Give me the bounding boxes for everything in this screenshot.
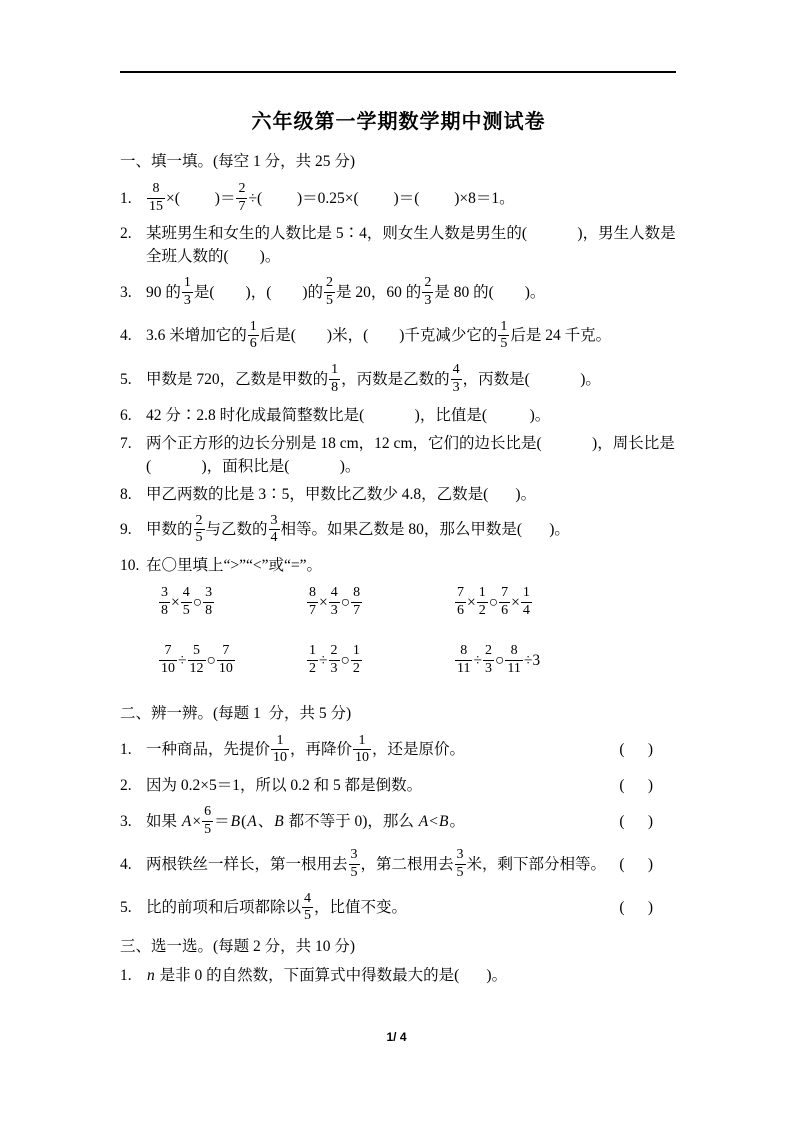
item-number: 8. bbox=[120, 485, 132, 503]
fraction-denominator: 7 bbox=[238, 198, 246, 214]
text-run: ÷( )＝0.25×( )＝( )×8＝1。 bbox=[248, 189, 515, 207]
fraction bbox=[248, 320, 259, 352]
fraction-denominator: 10 bbox=[273, 750, 288, 766]
text-run: 甲乙两数的比是 3∶5，甲数比乙数少 4.8，乙数是( )。 bbox=[146, 485, 537, 503]
fraction bbox=[302, 892, 313, 924]
question-item bbox=[120, 964, 677, 987]
text-run: 是 80 的( )。 bbox=[434, 284, 546, 302]
fraction-numerator: 4 bbox=[304, 890, 312, 906]
text-run: 42 分∶2.8 时化成最简整数比是( )，比值是( )。 bbox=[146, 406, 551, 424]
fraction-numerator: 1 bbox=[352, 643, 360, 659]
fraction bbox=[329, 644, 340, 676]
text-run: ，丙数是( )。 bbox=[462, 370, 601, 388]
fraction-denominator: 10 bbox=[355, 750, 370, 766]
text-run: 比的前项和后项都除以 bbox=[146, 899, 302, 917]
question-item bbox=[120, 273, 677, 311]
fraction-denominator: 5 bbox=[500, 336, 508, 352]
text-run: ÷ bbox=[319, 651, 328, 669]
text-run: 3.6 米增加它的 bbox=[146, 327, 247, 345]
fraction-denominator: 3 bbox=[183, 293, 191, 309]
answer-blank: ( ) bbox=[619, 856, 653, 874]
fraction-numerator: 1 bbox=[500, 318, 508, 334]
fraction-denominator: 5 bbox=[304, 908, 312, 924]
text-run: ○ bbox=[340, 651, 350, 669]
fraction bbox=[351, 644, 362, 676]
item-number: 2. bbox=[120, 225, 132, 243]
text-run: 、 bbox=[257, 812, 274, 830]
fraction bbox=[477, 586, 488, 618]
item-text bbox=[146, 774, 422, 797]
text-run: 一种商品，先提价 bbox=[146, 741, 271, 759]
comparison-expression bbox=[306, 583, 454, 621]
item-text bbox=[146, 802, 465, 840]
text-run: 相等。如果乙数是 80，那么甲数是( )。 bbox=[280, 521, 570, 539]
fraction-numerator: 7 bbox=[501, 584, 509, 600]
fraction-numerator: 2 bbox=[195, 512, 203, 528]
fraction bbox=[483, 644, 494, 676]
fraction bbox=[351, 586, 362, 618]
fraction bbox=[329, 586, 340, 618]
fraction-numerator: 1 bbox=[522, 584, 530, 600]
item-text bbox=[146, 731, 465, 769]
fraction bbox=[505, 644, 522, 676]
item-number: 3. bbox=[120, 284, 132, 302]
fraction-numerator: 7 bbox=[222, 643, 230, 659]
item-text bbox=[146, 483, 536, 506]
fraction-denominator: 6 bbox=[501, 602, 509, 618]
text-run: 是非 0 的自然数，下面算式中得数最大的是( )。 bbox=[155, 967, 508, 985]
fraction-numerator: 8 bbox=[353, 584, 361, 600]
text-run: 后是 24 千克。 bbox=[510, 327, 612, 345]
item-number: 3. bbox=[120, 812, 132, 830]
math-variable: A bbox=[247, 812, 257, 830]
text-run: 90 的 bbox=[146, 284, 181, 302]
header-rule bbox=[120, 71, 676, 73]
fraction-numerator: 1 bbox=[331, 362, 339, 378]
text-run: 是( )，( )的 bbox=[193, 284, 324, 302]
fraction bbox=[182, 276, 193, 308]
item-text bbox=[146, 845, 606, 883]
fraction-numerator: 5 bbox=[193, 643, 201, 659]
question-item bbox=[120, 179, 677, 217]
item-text bbox=[146, 511, 570, 549]
question-item bbox=[120, 483, 677, 506]
item-number: 4. bbox=[120, 327, 132, 345]
fraction-denominator: 11 bbox=[457, 660, 471, 676]
item-text bbox=[146, 360, 601, 398]
math-variable: B bbox=[230, 812, 241, 830]
fraction-numerator: 1 bbox=[478, 584, 486, 600]
fraction-denominator: 10 bbox=[218, 660, 233, 676]
math-variable: B bbox=[274, 812, 284, 830]
item-text bbox=[146, 432, 677, 478]
fraction-denominator: 3 bbox=[330, 660, 338, 676]
item-text bbox=[146, 404, 550, 427]
comparison-expression bbox=[306, 641, 454, 679]
question-item bbox=[120, 889, 677, 927]
item-number: 5. bbox=[120, 899, 132, 917]
fraction-numerator: 8 bbox=[510, 643, 518, 659]
fraction bbox=[236, 182, 247, 214]
item-number: 6. bbox=[120, 406, 132, 424]
paper-content bbox=[120, 84, 677, 992]
fraction-numerator: 4 bbox=[452, 362, 460, 378]
fraction bbox=[353, 734, 371, 766]
section-2 bbox=[120, 700, 677, 928]
fraction-denominator: 8 bbox=[161, 602, 168, 618]
item-number: 5. bbox=[120, 370, 132, 388]
comparison-expression bbox=[158, 583, 306, 621]
fraction-denominator: 8 bbox=[331, 379, 339, 395]
fraction bbox=[147, 182, 165, 214]
fraction-denominator: 12 bbox=[189, 660, 204, 676]
fraction bbox=[349, 848, 360, 880]
text-run: ÷ bbox=[473, 651, 482, 669]
item-number: 9. bbox=[120, 521, 132, 539]
text-run: 都不等于 0)，那么 bbox=[284, 812, 418, 830]
text-run: × bbox=[171, 593, 180, 611]
question-item bbox=[120, 317, 677, 355]
section-heading: 三、选一选。(每题 2 分，共 10 分) bbox=[120, 938, 356, 956]
text-run: ＝ bbox=[214, 812, 230, 830]
text-run: 米，剩下部分相等。 bbox=[466, 856, 607, 874]
text-run: 甲数的 bbox=[146, 521, 193, 539]
fraction-denominator: 5 bbox=[195, 530, 203, 546]
question-item bbox=[120, 802, 677, 840]
fraction bbox=[455, 644, 472, 676]
fraction-numerator: 8 bbox=[309, 584, 316, 600]
fraction bbox=[455, 586, 466, 618]
question-item bbox=[120, 511, 677, 549]
text-run: × bbox=[319, 593, 328, 611]
text-run: 在〇里填上“>”“<”或“=”。 bbox=[146, 556, 323, 574]
section-3 bbox=[120, 933, 677, 987]
question-item bbox=[120, 731, 677, 769]
fraction bbox=[521, 586, 532, 618]
fraction bbox=[499, 586, 510, 618]
text-run: ×( )＝ bbox=[166, 189, 236, 207]
sections-container bbox=[120, 148, 677, 987]
page-number: 1/ 4 bbox=[386, 1030, 407, 1044]
question-item bbox=[120, 845, 677, 883]
fraction bbox=[422, 276, 433, 308]
item-text bbox=[146, 317, 611, 355]
section-1 bbox=[120, 148, 677, 680]
section-heading: 一、填一填。(每空 1 分，共 25 分) bbox=[120, 153, 356, 170]
item-number: 1. bbox=[120, 741, 132, 759]
item-text bbox=[146, 554, 322, 577]
text-run: ，丙数是乙数的 bbox=[341, 370, 450, 388]
fraction bbox=[324, 276, 335, 308]
fraction-numerator: 1 bbox=[249, 318, 257, 334]
item-number: 2. bbox=[120, 777, 132, 794]
math-variable: A bbox=[181, 812, 192, 830]
fraction-numerator: 1 bbox=[276, 732, 284, 748]
text-run: ÷3 bbox=[523, 651, 541, 669]
text-run: ○ bbox=[192, 593, 203, 611]
text-run: 。 bbox=[449, 812, 465, 830]
item-text bbox=[146, 273, 545, 311]
fraction-denominator: 8 bbox=[205, 602, 213, 618]
fraction-denominator: 6 bbox=[249, 336, 257, 352]
item-text bbox=[146, 964, 507, 987]
answer-blank: ( ) bbox=[619, 741, 653, 759]
math-variable: A bbox=[418, 812, 429, 830]
text-run: 甲数是 720，乙数是甲数的 bbox=[146, 370, 329, 388]
fraction-numerator: 8 bbox=[460, 643, 468, 659]
text-run: ○ bbox=[206, 651, 216, 669]
text-run: ，比值不变。 bbox=[314, 899, 408, 917]
text-run: 某班男生和女生的人数比是 5∶4，则女生人数是男生的( )，男生人数是全班人数的( )。 bbox=[146, 225, 676, 266]
question-item bbox=[120, 222, 677, 268]
fraction-numerator: 1 bbox=[358, 732, 366, 748]
fraction-denominator: 2 bbox=[352, 660, 360, 676]
fraction-numerator: 6 bbox=[204, 804, 212, 819]
fraction-numerator: 3 bbox=[270, 512, 278, 528]
fraction-denominator: 11 bbox=[507, 660, 521, 676]
math-variable: B bbox=[438, 812, 449, 830]
text-run: 与乙数的 bbox=[205, 521, 268, 539]
item-number: 1. bbox=[120, 189, 132, 207]
fraction-denominator: 4 bbox=[522, 602, 530, 618]
text-run: 是 20，60 的 bbox=[336, 284, 422, 302]
text-run: ○ bbox=[340, 593, 351, 611]
text-run: ，还是原价。 bbox=[372, 741, 466, 759]
fraction bbox=[329, 363, 340, 395]
question-item bbox=[120, 360, 677, 398]
section-heading: 二、辨一辨。(每题 1 分，共 5 分) bbox=[120, 704, 352, 722]
fraction-numerator: 8 bbox=[152, 181, 160, 196]
fraction-denominator: 7 bbox=[309, 602, 316, 618]
fraction bbox=[498, 320, 509, 352]
question-item bbox=[120, 432, 677, 478]
fraction-numerator: 1 bbox=[309, 643, 316, 659]
fraction-numerator: 2 bbox=[326, 275, 334, 291]
text-run: × bbox=[467, 593, 476, 611]
fraction bbox=[451, 363, 462, 395]
fraction-numerator: 4 bbox=[330, 584, 338, 600]
text-run: 两根铁丝一样长，第一根用去 bbox=[146, 856, 348, 874]
text-run: ，再降价 bbox=[290, 741, 353, 759]
fraction bbox=[188, 644, 206, 676]
fraction-denominator: 2 bbox=[309, 660, 316, 676]
fraction-denominator: 6 bbox=[457, 602, 464, 618]
fraction-numerator: 2 bbox=[485, 643, 492, 659]
fraction-numerator: 3 bbox=[161, 584, 168, 600]
fraction-numerator: 7 bbox=[164, 643, 172, 659]
comparison-expression bbox=[158, 641, 306, 679]
fraction-denominator: 3 bbox=[330, 602, 338, 618]
fraction-denominator: 5 bbox=[204, 821, 212, 837]
item-number: 7. bbox=[120, 434, 132, 452]
text-run: 因为 0.2×5＝1，所以 0.2 和 5 都是倒数。 bbox=[146, 777, 423, 794]
fraction bbox=[269, 514, 280, 546]
fraction bbox=[159, 644, 177, 676]
fraction-numerator: 1 bbox=[183, 275, 191, 291]
text-run: ÷ bbox=[178, 651, 187, 669]
fraction-denominator: 5 bbox=[326, 293, 334, 309]
item-number: 4. bbox=[120, 856, 132, 874]
fraction-numerator: 3 bbox=[456, 847, 464, 863]
page-title: 六年级第一学期数学期中测试卷 bbox=[251, 111, 546, 133]
text-run: 后是( )米，( )千克减少它的 bbox=[259, 327, 498, 345]
text-run: × bbox=[192, 812, 202, 830]
comparison-expression bbox=[454, 641, 540, 679]
fraction-numerator: 2 bbox=[424, 275, 432, 291]
fraction-denominator: 7 bbox=[353, 602, 361, 618]
item-text bbox=[146, 179, 515, 217]
fraction-denominator: 3 bbox=[452, 379, 460, 395]
fraction bbox=[194, 514, 205, 546]
question-item bbox=[120, 404, 677, 427]
text-run: 两个正方形的边长分别是 18 cm，12 cm，它们的边长比是( )，周长比是( )，面积比是( )。 bbox=[146, 434, 675, 475]
question-item bbox=[120, 774, 677, 797]
fraction bbox=[307, 586, 318, 618]
comparison-row bbox=[158, 641, 677, 679]
fraction-numerator: 4 bbox=[182, 584, 190, 600]
fraction bbox=[159, 586, 170, 618]
fraction-denominator: 15 bbox=[149, 198, 163, 214]
text-run: ○ bbox=[495, 651, 505, 669]
answer-blank: ( ) bbox=[619, 899, 653, 917]
fraction-denominator: 2 bbox=[478, 602, 486, 618]
fraction bbox=[455, 848, 466, 880]
math-variable: n bbox=[147, 967, 155, 985]
fraction-denominator: 10 bbox=[161, 660, 175, 676]
fraction-denominator: 5 bbox=[182, 602, 190, 618]
fraction bbox=[271, 734, 289, 766]
fraction-numerator: 7 bbox=[457, 584, 464, 600]
comparison-rows bbox=[120, 583, 677, 680]
fraction-numerator: 3 bbox=[205, 584, 213, 600]
fraction bbox=[307, 644, 318, 676]
item-text bbox=[146, 222, 677, 268]
fraction-numerator: 2 bbox=[330, 643, 338, 659]
question-item bbox=[120, 554, 677, 577]
text-run: ，第二根用去 bbox=[360, 856, 454, 874]
text-run: × bbox=[511, 593, 520, 611]
fraction bbox=[203, 586, 214, 618]
comparison-expression bbox=[454, 583, 533, 621]
fraction-denominator: 3 bbox=[485, 660, 492, 676]
text-run: < bbox=[429, 812, 438, 830]
answer-blank: ( ) bbox=[619, 812, 653, 830]
text-run: ( bbox=[241, 812, 247, 830]
item-number: 10. bbox=[120, 556, 140, 574]
fraction-denominator: 5 bbox=[350, 865, 358, 881]
fraction-denominator: 5 bbox=[456, 865, 464, 881]
item-number: 1. bbox=[120, 967, 132, 985]
fraction bbox=[217, 644, 235, 676]
fraction-denominator: 3 bbox=[424, 293, 432, 309]
fraction bbox=[181, 586, 192, 618]
fraction-denominator: 4 bbox=[270, 530, 278, 546]
text-run: ○ bbox=[488, 593, 499, 611]
answer-blank: ( ) bbox=[619, 777, 653, 794]
comparison-row bbox=[158, 583, 677, 621]
fraction-numerator: 3 bbox=[350, 847, 358, 863]
fraction bbox=[202, 805, 213, 837]
item-text bbox=[146, 889, 407, 927]
text-run: 如果 bbox=[146, 812, 181, 830]
fraction-numerator: 2 bbox=[238, 181, 246, 196]
